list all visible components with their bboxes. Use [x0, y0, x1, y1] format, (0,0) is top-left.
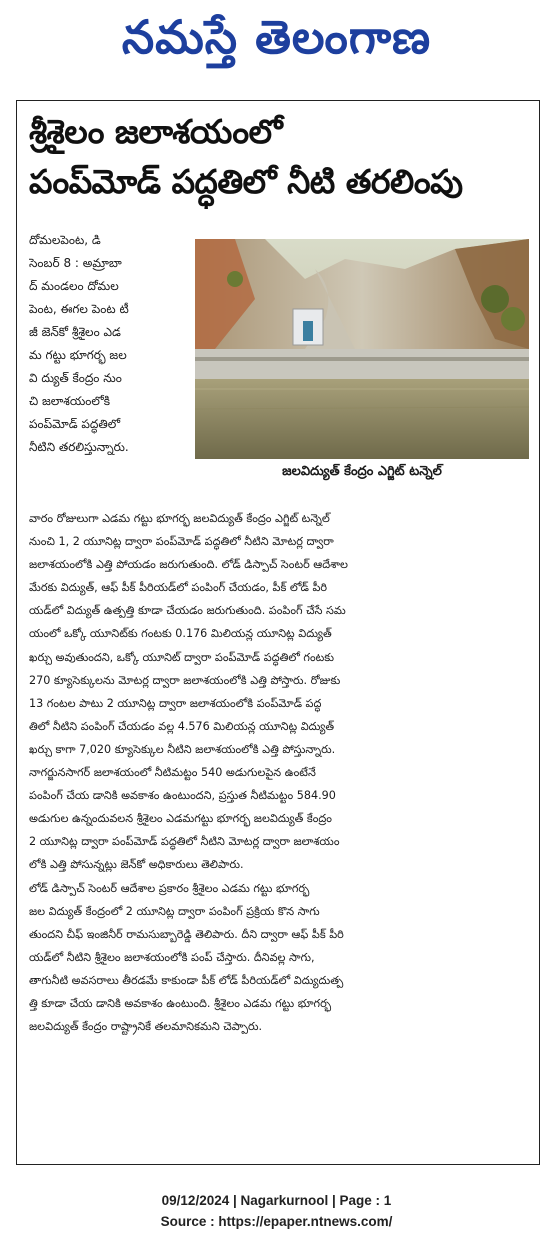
- body-line: నుంచి 1, 2 యూనిట్ల ద్వారా పంప్‌మోడ్ పద్ధతిలో నీటిని మోటర్ల ద్వారా: [29, 535, 334, 549]
- body-line: యడ్‌లో విద్యుత్ ఉత్పత్తి కూడా చేయడం జరుగుతుంది. పంపింగ్ చేసే సమ: [29, 604, 346, 618]
- body-line: జలవిద్యుత్ కేంద్రం రాష్ట్రానికే తలమానికమని చెప్పారు.: [29, 1020, 263, 1034]
- body-line: నాగర్జునసాగర్ జలాశయంలో నీటిమట్టం 540 అడుగులపైన ఉంటేనే: [29, 766, 316, 780]
- body-line: జల విద్యుత్ కేంద్రంలో 2 యూనిట్ల ద్వారా పంపింగ్ ప్రక్రియ కొన సాగు: [29, 904, 320, 918]
- body-line: తిలో నీటిని పంపింగ్ చేయడం వల్ల 4.576 మిలియన్ల యూనిట్ల విద్యుత్: [29, 719, 335, 733]
- body-line: అడుగుల ఉన్నందువలన శ్రీశైలం ఎడమగట్టు భూగర్భ జలవిద్యుత్ కేంద్రం: [29, 812, 332, 826]
- footer-source-link[interactable]: Source : https://epaper.ntnews.com/: [160, 1214, 393, 1229]
- page-footer: [0, 1190, 553, 1232]
- body-line: యడ్‌లో నీటిని శ్రీశైలం జలాశయంలోకి పంప్ చేస్తారు. దీనివల్ల సాగు,: [29, 950, 315, 964]
- masthead: [0, 0, 553, 86]
- body-line: ఖర్చు అవుతుందని, ఒక్కో యూనిట్ ద్వారా పంప్‌మోడ్ పద్ధతిలో గంటకు: [29, 650, 334, 664]
- intro-line: పెంట, ఈగల పెంట టీ: [29, 302, 129, 316]
- headline-line-2: పంప్‌మోడ్ పద్ధతిలో నీటి తరలింపు: [29, 162, 463, 201]
- body-line: జలాశయంలోకి ఎత్తి పోయడం జరుగుతుంది. లోడ్ డిస్పాచ్ సెంటర్ ఆదేశాల: [29, 558, 348, 572]
- intro-line: సెంబర్ 8 : అమ్రాబా: [29, 256, 122, 270]
- masthead-logo-text: నమస్తే తెలంగాణ: [121, 10, 432, 64]
- body-line: పంపింగ్ చేయ డానికి అవకాశం ఉంటుందని, ప్రస్తుత నీటిమట్టం 584.90: [29, 789, 336, 803]
- body-line: ఖర్చు కాగా 7,020 క్యూసెక్కుల నీటిని జలాశయంలోకి ఎత్తి పోస్తున్నారు.: [29, 742, 336, 756]
- body-line: తుందని చీఫ్ ఇంజినీర్ రామసుబ్బారెడ్డి తెలిపారు. దీని ద్వారా ఆఫ్ పీక్ పీరి: [29, 927, 344, 941]
- body-line: లోడ్ డిస్పాచ్ సెంటర్ ఆదేశాల ప్రకారం శ్రీశైలం ఎడమ గట్టు భూగర్భ: [29, 881, 310, 895]
- body-line: త్తి కూడా చేయ డానికి అవకాశం ఉంటుంది. శ్రీశైలం ఎడమ గట్టు భూగర్భ: [29, 996, 332, 1010]
- footer-date-edition: 09/12/2024 | Nagarkurnool | Page : 1: [161, 1193, 392, 1208]
- news-photo-block: [195, 239, 529, 485]
- body-line: 2 యూనిట్ల ద్వారా పంప్‌మోడ్ పద్ధతిలో నీటిని మోటర్ల ద్వారా జలాశయం: [29, 835, 340, 849]
- intro-line: వి ద్యుత్ కేంద్రం నుం: [29, 371, 122, 385]
- dam-photo-illustration: [195, 239, 529, 459]
- article-clipping: [16, 100, 540, 1165]
- intro-line: నీటిని తరలిస్తున్నారు.: [29, 440, 129, 454]
- body-line: తాగునీటి అవసరాలు తీరడమే కాకుండా పీక్ లోడ్ పీరియడ్‌లో విద్యుదుత్ప: [29, 973, 344, 987]
- body-line: 13 గంటల పాటు 2 యూనిట్ల ద్వారా జలాశయంలోకి పంప్‌మోడ్ పద్ధ: [29, 696, 322, 710]
- body-line: వారం రోజులుగా ఎడమ గట్టు భూగర్భ జలవిద్యుత్ కేంద్రం ఎగ్జిట్ టన్నెల్: [29, 512, 330, 525]
- intro-line: జీ జెన్‌కో శ్రీశైలం ఎడ: [29, 325, 121, 339]
- body-line: 270 క్యూసెక్కులను మోటర్ల ద్వారా జలాశయంలోకి ఎత్తి పోస్తారు. రోజుకు: [29, 673, 341, 687]
- body-line: లోకి ఎత్తి పోసున్నట్లు జెన్‌కో అధికారులు తెలిపారు.: [29, 858, 244, 872]
- intro-line: ద్ మండలం దోమల: [29, 279, 119, 293]
- photo-caption: జలవిద్యుత్ కేంద్రం ఎగ్జిట్ టన్నెల్: [282, 464, 442, 479]
- intro-line: పంప్‌మోడ్ పద్ధతిలో: [29, 417, 121, 431]
- body-line: యంలో ఒక్కో యూనిట్‌కు గంటకు 0.176 మిలియన్ల యూనిట్ల విద్యుత్: [29, 627, 332, 641]
- dam-tunnel-photo: [195, 239, 529, 459]
- intro-line: చి జలాశయంలోకి: [29, 394, 111, 408]
- article-body: [29, 507, 529, 1038]
- headline: [29, 107, 529, 207]
- intro-line: మ గట్టు భూగర్భ జల: [29, 348, 127, 362]
- intro-column: [29, 229, 187, 459]
- body-line: మేరకు విద్యుత్, ఆఫ్ పీక్ పీరియడ్‌లో పంపింగ్ చేయడం, పీక్ లోడ్ పీరి: [29, 581, 328, 595]
- intro-line: దోమలపెంట, డి: [29, 233, 101, 247]
- headline-line-1: శ్రీశైలం జలాశయంలో: [29, 112, 283, 151]
